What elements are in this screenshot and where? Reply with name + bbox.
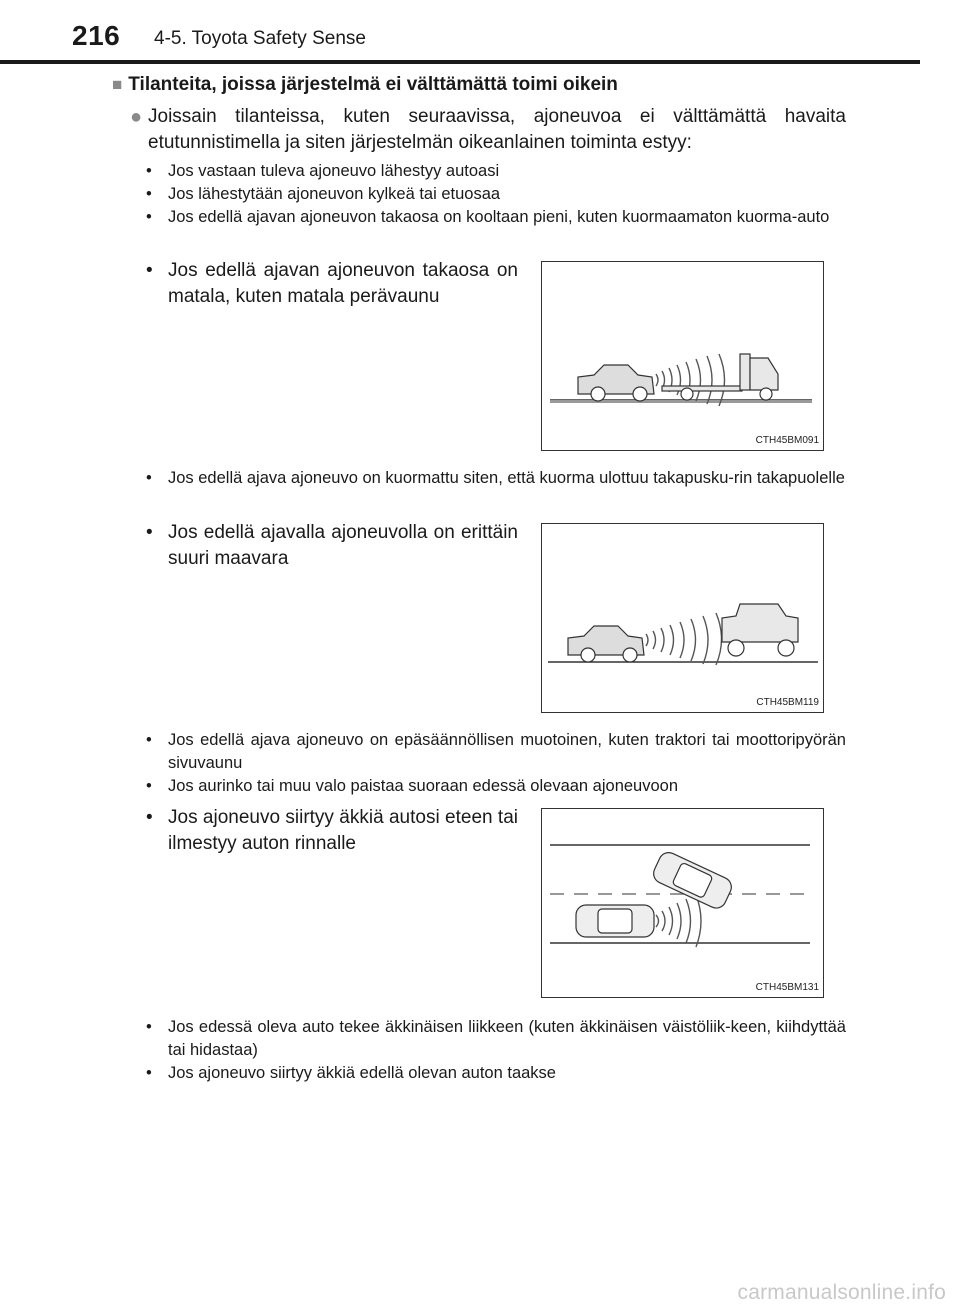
high-clearance-illustration <box>542 524 823 712</box>
page-header <box>0 0 960 56</box>
truck-with-low-trailer <box>662 354 778 400</box>
list-item: • Jos edellä ajava ajoneuvo on kuormattu siten, että kuorma ulottuu takapusku-rin takapuolelle <box>146 469 845 487</box>
circle-bullet-icon: ● <box>130 106 143 128</box>
intro-paragraph <box>130 104 846 156</box>
section-title: 4-5. Toyota Safety Sense <box>154 28 366 49</box>
figure3-illustration <box>541 808 824 998</box>
list-item: • Jos edellä ajava ajoneuvo on epäsäännöllisen muotoinen, kuten traktori tai moottoripyörän sivuvaunu <box>146 731 846 772</box>
list-item: • Jos ajoneuvo siirtyy äkkiä edellä olevan auton taakse <box>146 1064 556 1082</box>
bullet-list-3 <box>146 729 846 798</box>
figure3-caption: • Jos ajoneuvo siirtyy äkkiä autosi eteen tai ilmestyy auton rinnalle <box>146 807 518 854</box>
list-item: • Jos lähestytään ajoneuvon kylkeä tai etuosaa <box>146 185 501 203</box>
figure1-illustration <box>541 261 824 451</box>
watermark[interactable]: carmanualsonline.info <box>737 1281 946 1304</box>
list-item: • Jos edessä oleva auto tekee äkkinäisen liikkeen (kuten äkkinäisen väistöliik-keen, kiihdyttää tai hidastaa) <box>146 1018 846 1059</box>
figure-code: CTH45BM091 <box>755 435 819 446</box>
square-bullet-icon: ■ <box>112 75 123 94</box>
radar-waves <box>646 613 722 665</box>
intro-text: Joissain tilanteissa, kuten seuraavissa, ajoneuvoa ei välttämättä havaita etutunnistimella ja siten järjestelmän oikeanlainen toiminta estyy: <box>148 106 846 153</box>
low-trailer-illustration <box>542 262 823 450</box>
list-item: • Jos vastaan tuleva ajoneuvo lähestyy autoasi <box>146 162 500 180</box>
page-number: 216 <box>72 20 121 51</box>
subsection-heading-text: Tilanteita, joissa järjestelmä ei välttämättä toimi oikein <box>128 74 618 95</box>
bullet-list-4 <box>146 1016 846 1085</box>
figure2-caption: • Jos edellä ajavalla ajoneuvolla on erittäin suuri maavara <box>146 522 518 569</box>
cutting-in-car <box>650 849 734 911</box>
bullet-list-2 <box>146 467 846 490</box>
figure1-caption: • Jos edellä ajavan ajoneuvon takaosa on matala, kuten matala perävaunu <box>146 260 518 307</box>
subsection-heading <box>112 74 618 96</box>
header-divider <box>0 60 920 64</box>
ego-car-top <box>576 905 654 937</box>
figure-code: CTH45BM131 <box>755 982 819 993</box>
ego-car <box>578 365 654 401</box>
figure2-illustration <box>541 523 824 713</box>
list-item: • Jos edellä ajavan ajoneuvon takaosa on kooltaan pieni, kuten kuormaamaton kuorma-auto <box>146 208 830 226</box>
cut-in-illustration <box>542 809 823 997</box>
radar-waves <box>656 895 701 947</box>
figure-code: CTH45BM119 <box>756 697 819 708</box>
high-clearance-suv <box>722 604 798 656</box>
bullet-list-1 <box>146 160 846 229</box>
list-item: • Jos aurinko tai muu valo paistaa suoraan edessä olevaan ajoneuvoon <box>146 777 679 795</box>
ego-car <box>568 626 644 662</box>
